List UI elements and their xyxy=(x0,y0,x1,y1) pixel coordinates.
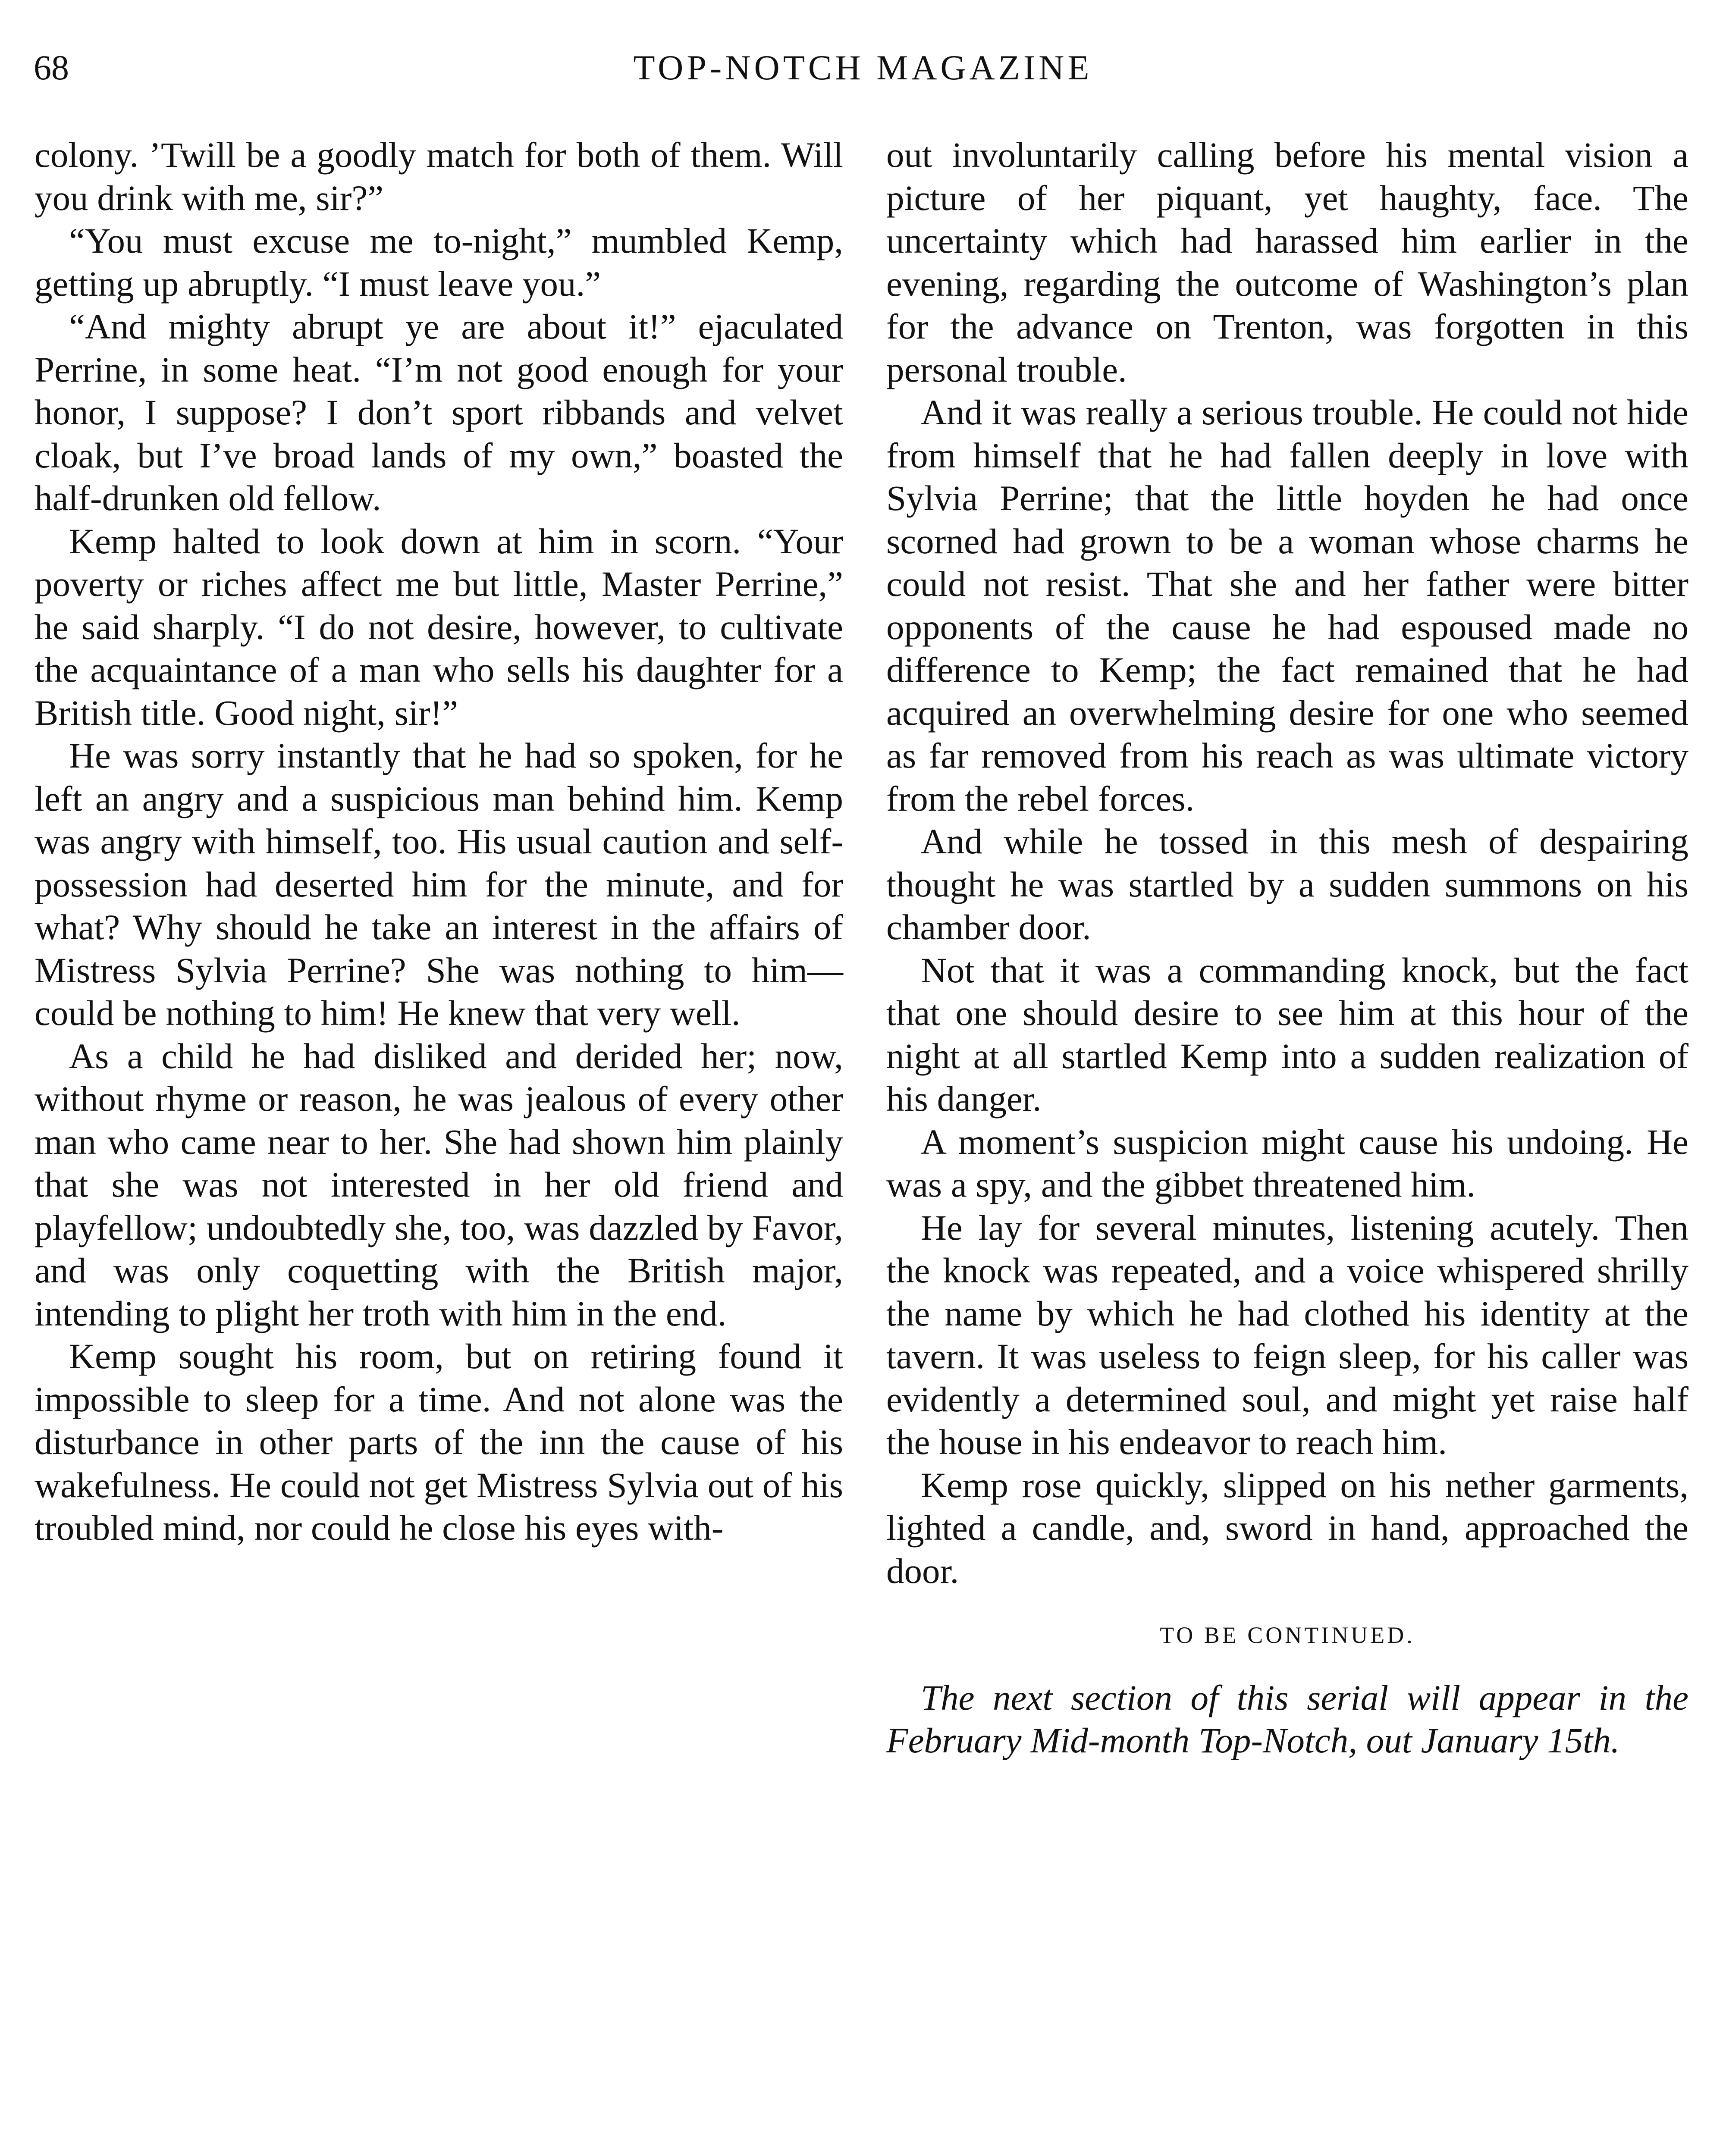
paragraph: And it was really a serious trouble. He could not hide from himself that he had fallen deeply in love with Sylvia Perrine; that the little hoyden he had once scorned had grown to be a woman whose charms he could not resist. That she and her father were bitter opponents of the cause he had espoused made no difference to Kemp; the fact remained that he had acquired an overwhelming desire for one who seemed as far removed from his reach as was ultimate victory from the rebel forces. xyxy=(886,392,1688,818)
paragraph: As a child he had disliked and derided her; now, without rhyme or reason, he was jealous of every other man who came near to her. She had shown him plainly that she was not interested in her old friend and playfellow; undoubtedly she, too, was dazzled by Favor, and was only coquetting with the British major, intending to plight her troth with him in the end. xyxy=(35,1036,843,1333)
next-section-note: The next section of this serial will appear in the February Mid-month Top-Notch, out January 15th. xyxy=(886,1677,1688,1760)
paragraph: Not that it was a commanding knock, but the fact that one should desire to see him at this hour of the night at all startled Kemp into a sudden realization of his danger. xyxy=(886,950,1688,1119)
paragraph: “And mighty abrupt ye are about it!” ejaculated Perrine, in some heat. “I’m not good enough for your honor, I suppose? I don’t sport ribbands and velvet cloak, but I’ve broad lands of my own,” boasted the half-drunken old fellow. xyxy=(35,307,843,518)
paragraph: A moment’s suspicion might cause his undoing. He was a spy, and the gibbet threatened him. xyxy=(886,1122,1688,1204)
paragraph: He was sorry instantly that he had so spoken, for he left an angry and a suspicious man behind him. Kemp was angry with himself, too. His usual caution and self-possession had deserted him for the minute, and for what? Why should he take an interest in the affairs of Mistress Sylvia Perrine? She was nothing to him—could be nothing to him! He knew that very well. xyxy=(35,736,843,1033)
running-title: TOP-NOTCH MAGAZINE xyxy=(633,48,1093,87)
paragraph: And while he tossed in this mesh of despairing thought he was startled by a sudden summons on his chamber door. xyxy=(886,821,1688,947)
paragraph: He lay for several minutes, listening acutely. Then the knock was repeated, and a voice whispered shrilly the name by which he had clothed his identity at the tavern. It was useless to feign sleep, for his caller was evidently a determined soul, and might yet raise half the house in his endeavor to reach him. xyxy=(886,1207,1688,1462)
paragraph: Kemp sought his room, but on retiring found it impossible to sleep for a time. And not alone was the disturbance in other parts of the inn the cause of his wakefulness. He could not get Mistress Sylvia out of his troubled mind, nor could he close his eyes with- xyxy=(35,1336,843,1548)
to-be-continued: TO BE CONTINUED. xyxy=(1160,1622,1415,1648)
paragraph: Kemp rose quickly, slipped on his nether garments, lighted a candle, and, sword in hand, approached the door. xyxy=(886,1465,1688,1591)
right-column xyxy=(886,134,1688,1762)
paragraph: colony. ’Twill be a goodly match for both of them. Will you drink with me, sir?” xyxy=(35,135,843,218)
paragraph: “You must excuse me to-night,” mumbled Kemp, getting up abruptly. “I must leave you.” xyxy=(35,221,843,304)
page-header xyxy=(34,47,1692,103)
page-number: 68 xyxy=(34,48,69,87)
paragraph: Kemp halted to look down at him in scorn. “Your poverty or riches affect me but little, Master Perrine,” he said sharply. “I do not desire, however, to cultivate the acquaintance of a man who sells his daughter for a British title. Good night, sir!” xyxy=(35,521,843,733)
left-column xyxy=(35,134,843,1550)
paragraph: out involuntarily calling before his mental vision a picture of her piquant, yet haughty, face. The uncertainty which had harassed him earlier in the evening, regarding the outcome of Washington’s plan for the advance on Trenton, was forgotten in this personal trouble. xyxy=(886,135,1688,389)
